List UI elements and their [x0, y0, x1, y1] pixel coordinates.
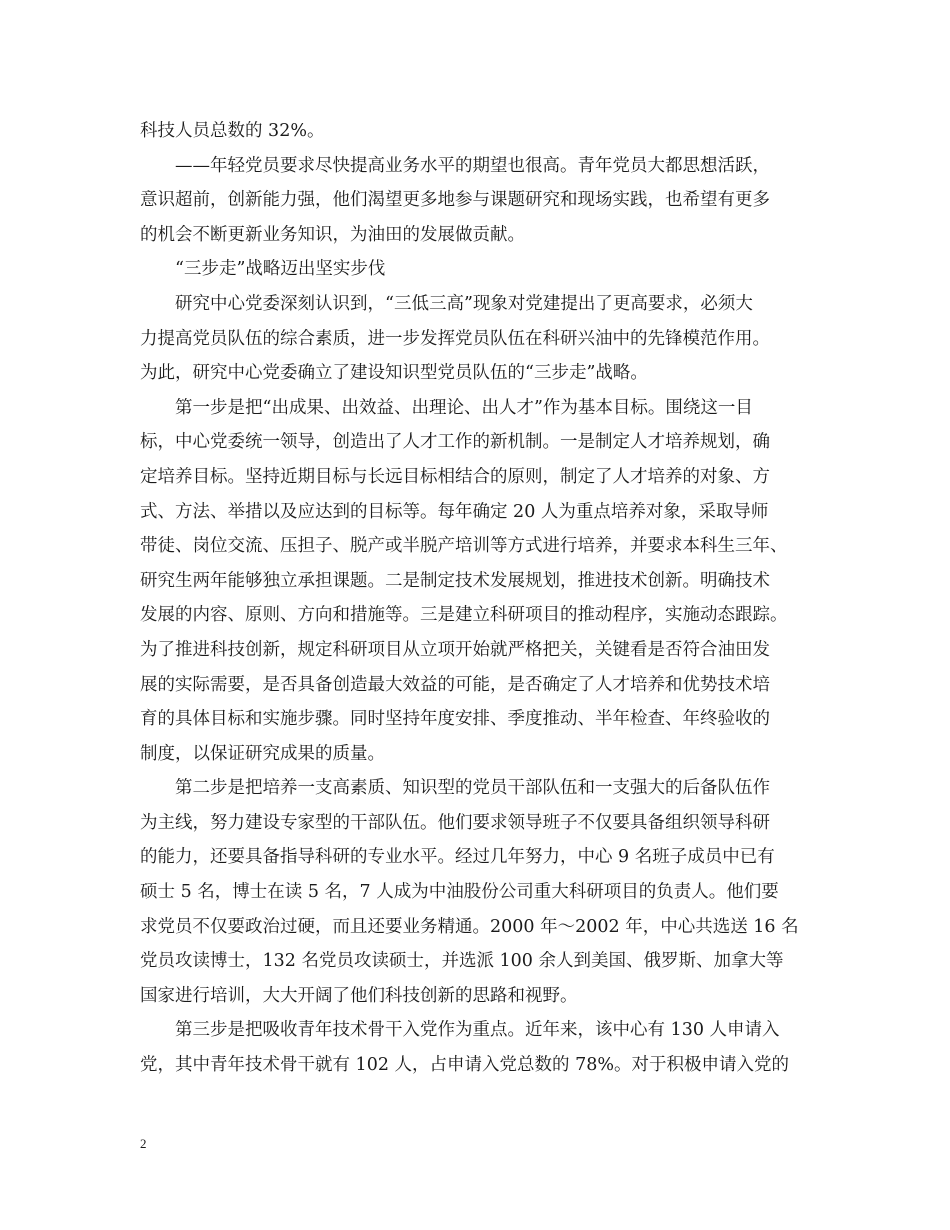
text-line: 为了推进科技创新，规定科研项目从立项开始就严格把关，关键看是否符合油田发: [140, 639, 770, 660]
text-line: 标，中心党委统一领导，创造出了人才工作的新机制。一是制定人才培养规划，确: [140, 432, 770, 453]
text-line: 研究中心党委深刻认识到，“三低三高”现象对党建提出了更高要求，必须大: [175, 293, 753, 314]
text-line: 求党员不仅要政治过硬，而且还要业务精通。2000 年～2002 年，中心共选送 16 名: [140, 916, 799, 937]
text-line: 第三步是把吸收青年技术骨干入党作为重点。近年来，该中心有 130 人申请入: [175, 1020, 780, 1041]
text-line: 硕士 5 名，博士在读 5 名，7 人成为中油股份公司重大科研项目的负责人。他们要: [140, 882, 779, 903]
text-line: 育的具体目标和实施步骤。同时坚持年度安排、季度推动、半年检查、年终验收的: [140, 709, 770, 730]
section-heading: “三步走”战略迈出坚实步伐: [175, 259, 386, 280]
text-line: 制度，以保证研究成果的质量。: [140, 743, 385, 764]
text-line: 的机会不断更新业务知识，为油田的发展做贡献。: [140, 224, 525, 245]
text-line: 科技人员总数的 32%。: [140, 121, 325, 141]
text-line: 第一步是把“出成果、出效益、出理论、出人才”作为基本目标。围绕这一目: [175, 397, 753, 418]
text-line: 研究生两年能够独立承担课题。二是制定技术发展规划，推进技术创新。明确技术: [140, 570, 770, 591]
text-line: 党员攻读博士，132 名党员攻读硕士，并选派 100 余人到美国、俄罗斯、加拿大等: [140, 951, 784, 972]
text-line: 第二步是把培养一支高素质、知识型的党员干部队伍和一支强大的后备队伍作: [175, 778, 770, 799]
text-line: 为此，研究中心党委确立了建设知识型党员队伍的“三步走”战略。: [140, 363, 648, 384]
text-line: 发展的内容、原则、方向和措施等。三是建立科研项目的推动程序，实施动态跟踪。: [140, 605, 788, 626]
text-line: 定培养目标。坚持近期目标与长远目标相结合的原则，制定了人才培养的对象、方: [140, 466, 770, 487]
text-line: 带徒、岗位交流、压担子、脱产或半脱产培训等方式进行培养，并要求本科生三年、: [140, 536, 788, 557]
text-line: ——年轻党员要求尽快提高业务水平的期望也很高。青年党员大都思想活跃，: [175, 155, 770, 176]
text-line: 党，其中青年技术骨干就有 102 人，占申请入党总数的 78%。对于积极申请入党的: [140, 1055, 789, 1076]
text-line: 力提高党员队伍的综合素质，进一步发挥党员队伍在科研兴油中的先锋模范作用。: [140, 328, 770, 349]
text-line: 展的实际需要，是否具备创造最大效益的可能，是否确定了人才培养和优势技术培: [140, 674, 770, 695]
text-line: 式、方法、举措以及应达到的目标等。每年确定 20 人为重点培养对象，采取导师: [140, 501, 769, 522]
text-line: 的能力，还要具备指导科研的专业水平。经过几年努力，中心 9 名班子成员中已有: [140, 847, 775, 868]
page-body: [140, 114, 820, 1083]
text-line: 为主线，努力建设专家型的干部队伍。他们要求领导班子不仅要具备组织领导科研: [140, 812, 770, 833]
text-line: 意识超前，创新能力强，他们渴望更多地参与课题研究和现场实践，也希望有更多: [140, 190, 770, 211]
page-number: 2: [140, 1136, 147, 1151]
text-line: 国家进行培训，大大开阔了他们科技创新的思路和视野。: [140, 985, 578, 1006]
